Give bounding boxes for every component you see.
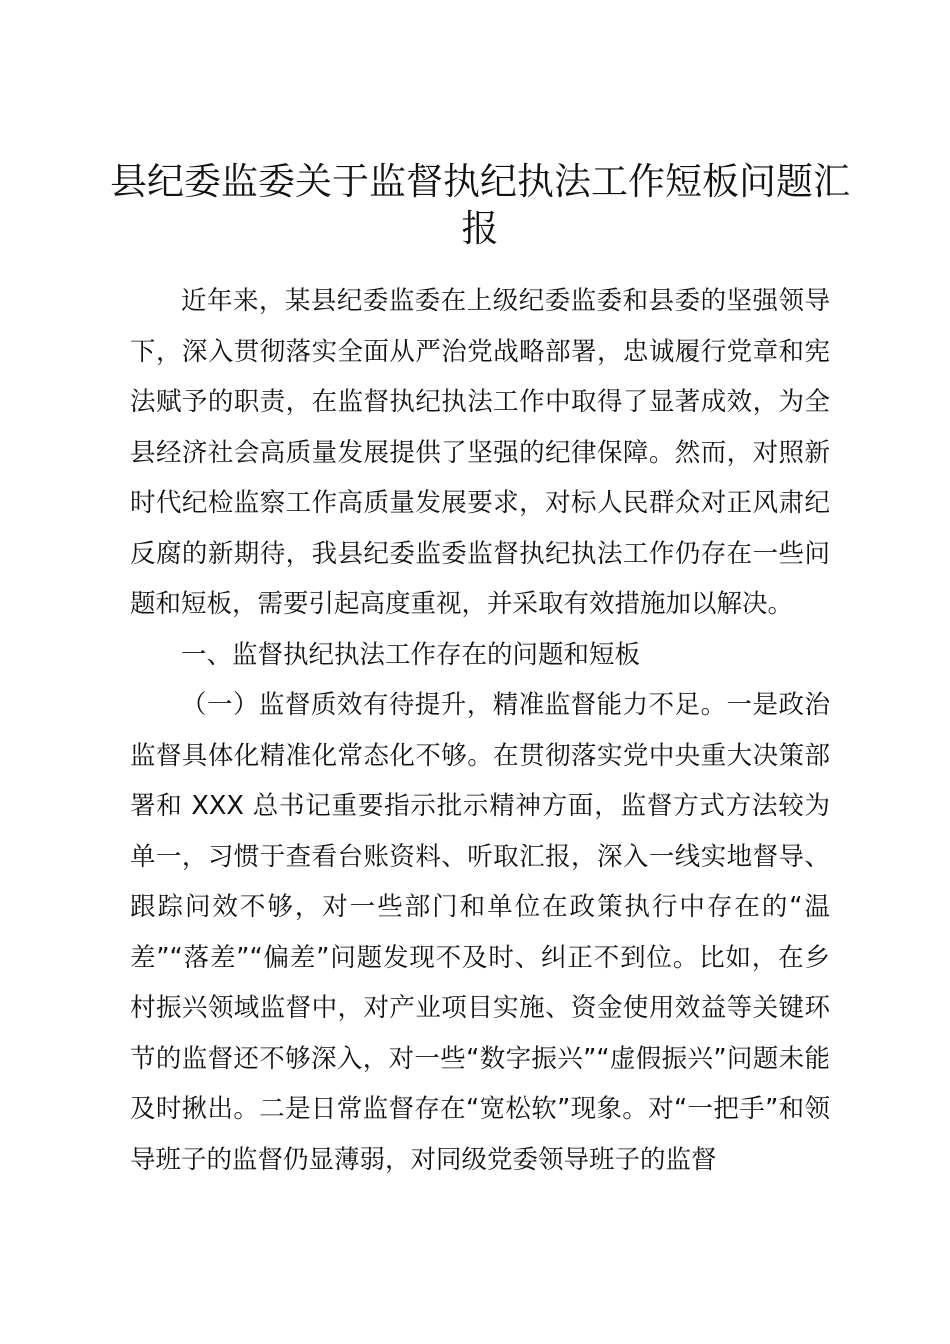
body-paragraph: （一）监督质效有待提升，精准监督能力不足。一是政治监督具体化精准化常态化不够。在贯彻落实党中央重大决策部署和 XXX 总书记重要指示批示精神方面，监督方式方法较为单一，习惯于查看台账资料、听取汇报，深入一线实地督导、跟踪问效不够，对一些部门和单位在政策执行中存在的“温差”“落差”“偏差”问题发现不及时、纠正不到位。比如，在乡村振兴领域监督中，对产业项目实施、资金使用效益等关键环节的监督还不够深入，对一些“数字振兴”“虚假振兴”问题未能及时揪出。二是日常监督存在“宽松软”现象。对“一把手”和领导班子的监督仍显薄弱，对同级党委领导班子的监督 [130,690,830,1175]
section-heading: 一、监督执纪执法工作存在的问题和短板 [181,639,641,670]
document-title: 县纪委监委关于监督执纪执法工作短板问题汇报 [110,160,850,250]
intro-paragraph: 近年来，某县纪委监委在上级纪委监委和县委的坚强领导下，深入贯彻落实全面从严治党战略部署，忠诚履行党章和宪法赋予的职责，在监督执纪执法工作中取得了显著成效，为全县经济社会高质量发展提供了坚强的纪律保障。然而，对照新时代纪检监察工作高质量发展要求，对标人民群众对正风肃纪反腐的新期待，我县纪委监委监督执纪执法工作仍存在一些问题和短板，需要引起高度重视，并采取有效措施加以解决。 [130,286,830,619]
document-body [130,276,830,1185]
